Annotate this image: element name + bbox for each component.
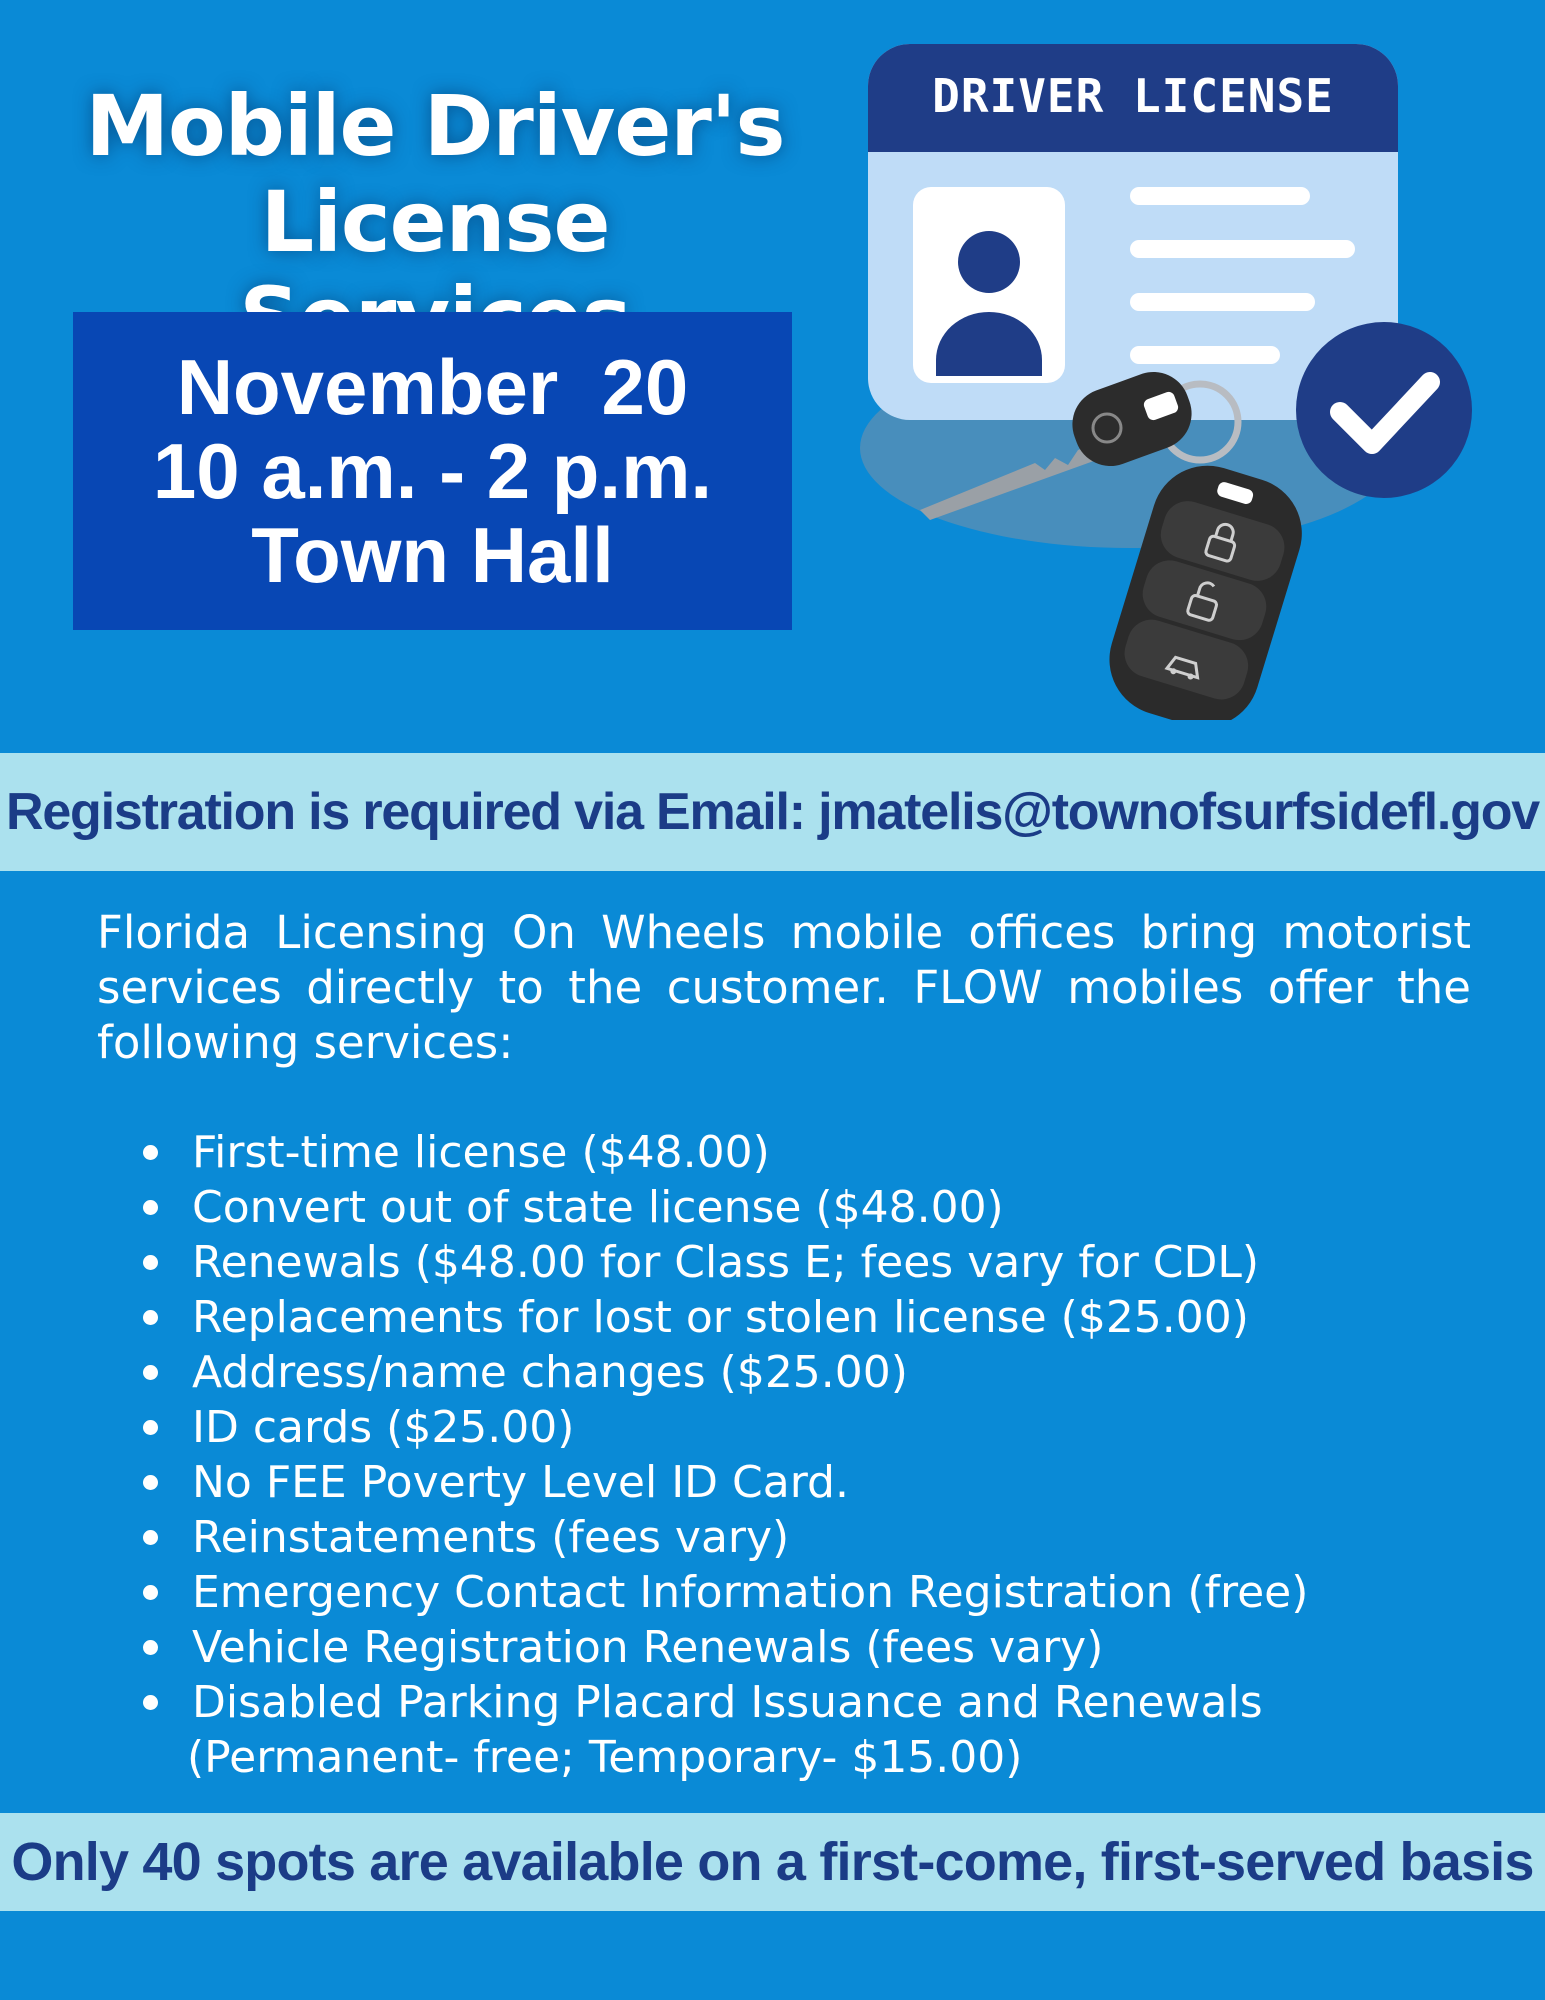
- bullet-icon: [143, 1475, 158, 1490]
- event-details-box: [73, 312, 792, 630]
- list-item: Reinstatements (fees vary): [135, 1510, 1475, 1565]
- event-location: Town Hall: [251, 511, 614, 599]
- intro-paragraph: Florida Licensing On Wheels mobile offices bring motorist services directly to the customer. FLOW mobiles offer the following services:: [97, 906, 1471, 1069]
- list-item: Convert out of state license ($48.00): [135, 1180, 1475, 1235]
- bullet-icon: [143, 1255, 158, 1270]
- list-item: Renewals ($48.00 for Class E; fees vary for CDL): [135, 1235, 1475, 1290]
- bullet-icon: [143, 1585, 158, 1600]
- title-line-1: Mobile Driver's: [85, 77, 785, 175]
- check-icon: [1296, 322, 1472, 498]
- registration-banner: [0, 753, 1545, 871]
- availability-banner: [0, 1813, 1545, 1911]
- availability-text: Only 40 spots are available on a first-come, first-served basis: [11, 1832, 1534, 1892]
- bullet-icon: [143, 1420, 158, 1435]
- card-label: DRIVER LICENSE: [932, 69, 1334, 123]
- bullet-icon: [143, 1530, 158, 1545]
- bullet-icon: [143, 1310, 158, 1325]
- services-list: [135, 1125, 1475, 1785]
- list-item-continuation: (Permanent- free; Temporary- $15.00): [187, 1732, 1023, 1783]
- list-item: Vehicle Registration Renewals (fees vary): [135, 1620, 1475, 1675]
- bullet-icon: [143, 1695, 158, 1710]
- list-item: Disabled Parking Placard Issuance and Renewals: [135, 1675, 1475, 1730]
- event-time: 10 a.m. - 2 p.m.: [152, 427, 713, 515]
- bullet-icon: [143, 1145, 158, 1160]
- title-line-2: License: [260, 173, 610, 271]
- bullet-icon: [143, 1365, 158, 1380]
- list-item: No FEE Poverty Level ID Card.: [135, 1455, 1475, 1510]
- bullet-icon: [143, 1640, 158, 1655]
- list-item: ID cards ($25.00): [135, 1400, 1475, 1455]
- list-item: Address/name changes ($25.00): [135, 1345, 1475, 1400]
- list-item: Emergency Contact Information Registration (free): [135, 1565, 1475, 1620]
- list-item: Replacements for lost or stolen license ($25.00): [135, 1290, 1475, 1345]
- license-illustration: [840, 30, 1500, 720]
- list-item: First-time license ($48.00): [135, 1125, 1475, 1180]
- registration-text: Registration is required via Email: jmatelis@townofsurfsidefl.gov: [5, 783, 1540, 841]
- bullet-icon: [143, 1200, 158, 1215]
- event-date: November 20: [176, 343, 689, 431]
